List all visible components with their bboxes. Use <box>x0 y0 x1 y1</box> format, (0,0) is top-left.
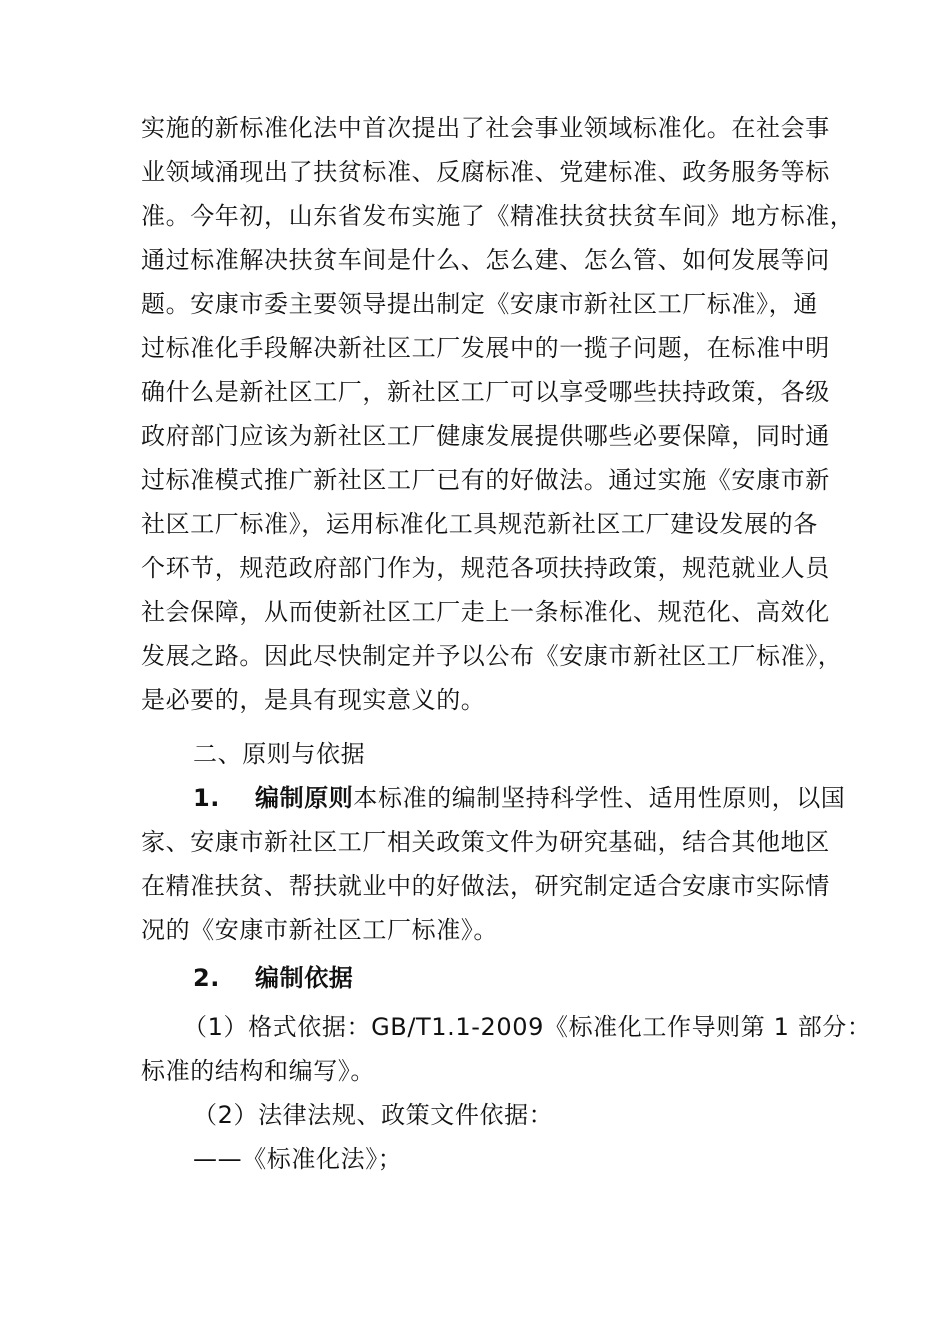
item-2-heading <box>193 963 353 993</box>
section-heading: 二、原则与依据 <box>193 740 366 768</box>
paragraph-line: 社区工厂标准》，运用标准化工具规范新社区工厂建设发展的各 <box>141 510 818 538</box>
paragraph-line: 在精准扶贫、帮扶就业中的好做法，研究制定适合安康市实际情 <box>141 872 830 900</box>
paragraph-line: 过标准化手段解决新社区工厂发展中的一揽子问题，在标准中明 <box>141 334 830 362</box>
item-2-title: 编制依据 <box>255 964 354 992</box>
paragraph-line: 准。今年初，山东省发布实施了《精准扶贫扶贫车间》地方标准， <box>141 202 855 230</box>
item-1-number: 1. <box>193 784 221 812</box>
dash-list-item: ——《标准化法》； <box>193 1145 403 1173</box>
sub-item-1-continued: 标准的结构和编写》。 <box>141 1057 375 1085</box>
paragraph-line: 家、安康市新社区工厂相关政策文件为研究基础，结合其他地区 <box>141 828 830 856</box>
item-1-first-line <box>193 783 845 813</box>
paragraph-line: 通过标准解决扶贫车间是什么、怎么建、怎么管、如何发展等问 <box>141 246 830 274</box>
paragraph-line: 社会保障，从而使新社区工厂走上一条标准化、规范化、高效化 <box>141 598 830 626</box>
paragraph-line: 发展之路。因此尽快制定并予以公布《安康市新社区工厂标准》， <box>141 642 843 670</box>
item-1-title: 编制原则 <box>255 784 354 812</box>
paragraph-line: 确什么是新社区工厂，新社区工厂可以享受哪些扶持政策，各级 <box>141 378 830 406</box>
item-1-text: 本标准的编制坚持科学性、适用性原则，以国 <box>353 784 846 812</box>
paragraph-line: 况的《安康市新社区工厂标准》。 <box>141 916 498 944</box>
sub-item-2: （2）法律法规、政策文件依据： <box>193 1101 554 1129</box>
paragraph-line: 个环节，规范政府部门作为，规范各项扶持政策，规范就业人员 <box>141 554 830 582</box>
item-2-number: 2. <box>193 964 221 992</box>
paragraph-line: 实施的新标准化法中首次提出了社会事业领域标准化。在社会事 <box>141 114 830 142</box>
paragraph-line: 是必要的，是具有现实意义的。 <box>141 686 486 714</box>
paragraph-line: 业领域涌现出了扶贫标准、反腐标准、党建标准、政务服务等标 <box>141 158 830 186</box>
paragraph-line: 政府部门应该为新社区工厂健康发展提供哪些必要保障，同时通 <box>141 422 830 450</box>
paragraph-line: 过标准模式推广新社区工厂已有的好做法。通过实施《安康市新 <box>141 466 830 494</box>
paragraph-line: 题。安康市委主要领导提出制定《安康市新社区工厂标准》，通 <box>141 290 818 318</box>
sub-item-1: （1）格式依据：GB/T1.1-2009《标准化工作导则第 1 部分： <box>183 1013 872 1041</box>
